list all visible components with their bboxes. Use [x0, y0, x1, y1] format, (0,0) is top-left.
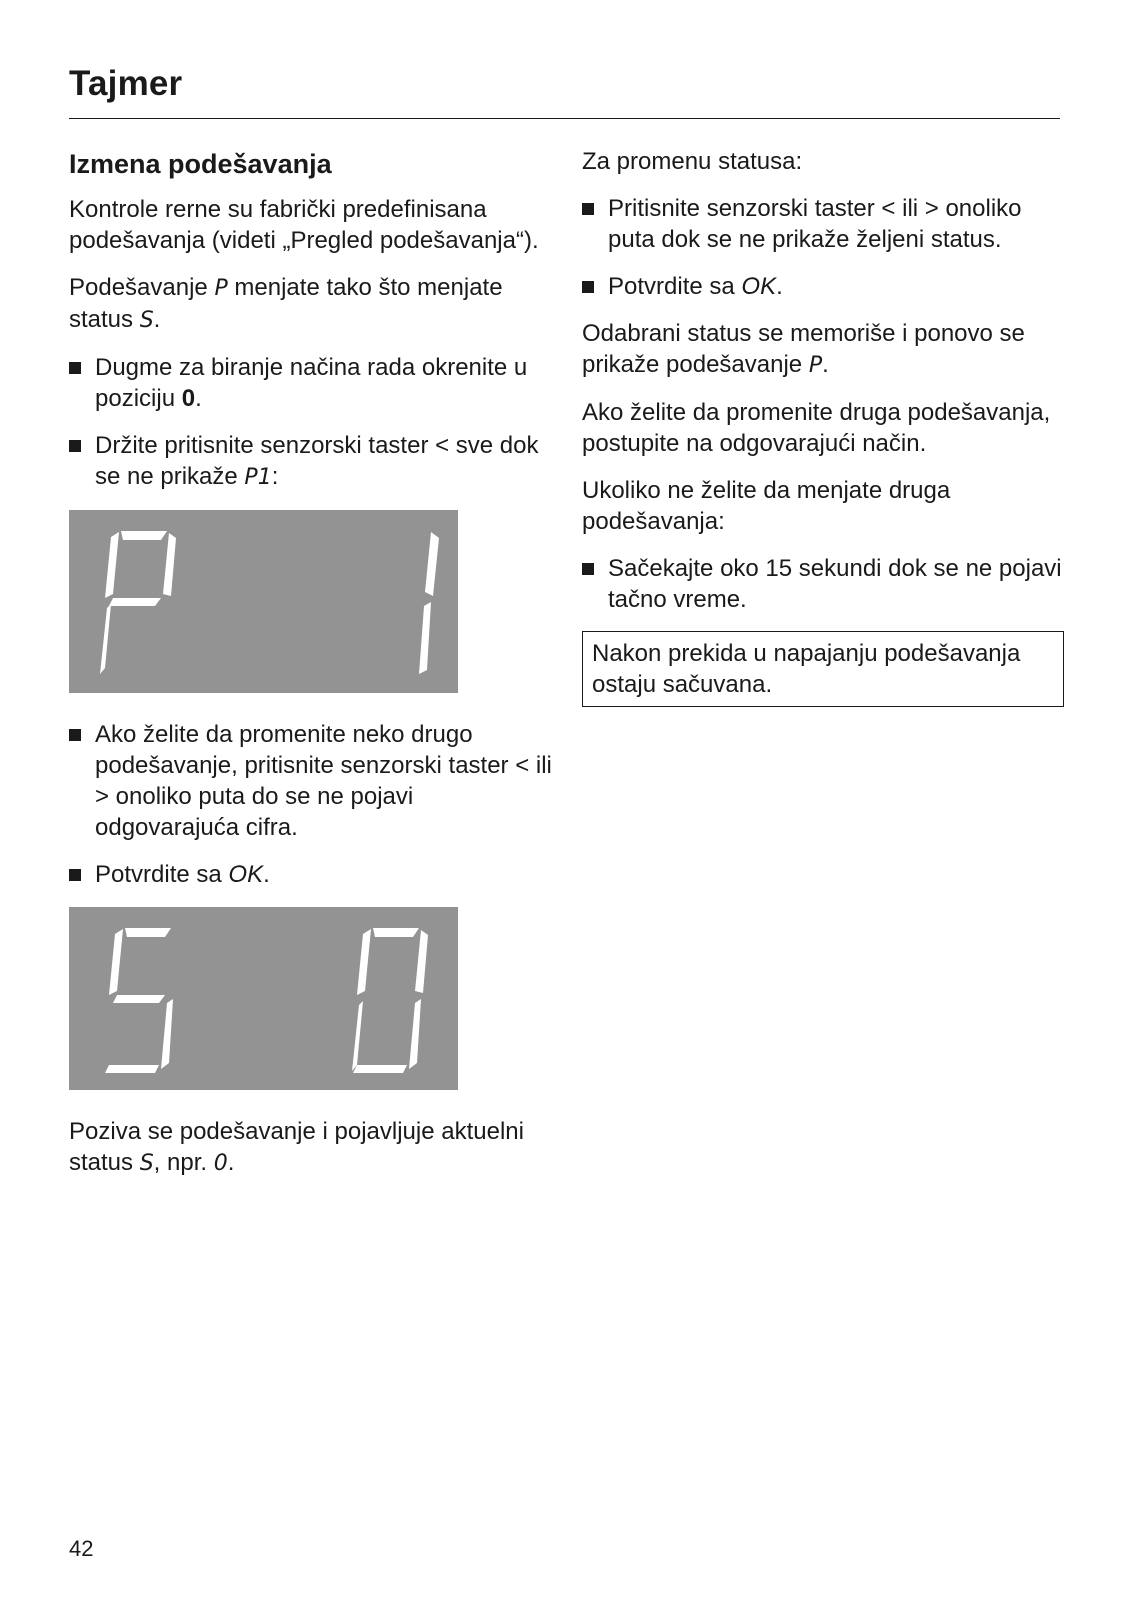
text: Držite pritisnite senzorski taster < sve dok se ne prikaže — [95, 432, 539, 490]
bullet-item — [582, 193, 1064, 255]
bullet-square-icon — [582, 203, 594, 215]
page-number: 42 — [69, 1536, 94, 1561]
bullet-square-icon — [69, 362, 81, 374]
header-divider — [69, 118, 1060, 119]
page-title: Tajmer — [69, 64, 183, 103]
bullet-square-icon — [582, 281, 594, 293]
segment-symbol: P — [808, 353, 823, 378]
status-intro: Za promenu statusa: — [582, 148, 803, 175]
left-column — [69, 146, 559, 1195]
bullet-item — [69, 430, 559, 493]
text: Pritisnite senzorski taster < ili > onoliko puta dok se ne prikaže željeni status. — [608, 195, 1022, 253]
segment-digit-p-icon — [99, 528, 179, 676]
text: . — [263, 861, 270, 888]
segment-digit-0-icon — [351, 925, 431, 1073]
segment-symbol: S — [139, 1151, 154, 1176]
bullet-item — [69, 859, 559, 890]
text: . — [227, 1149, 235, 1176]
no-change-paragraph: Ukoliko ne želite da menjate druga podešavanja: — [582, 477, 951, 535]
text: , npr. — [153, 1149, 214, 1176]
text: Ako želite da promenite neko drugo podešavanje, pritisnite senzorski taster < ili > onoliko puta do se ne pojavi odgovarajuća cifra. — [95, 721, 552, 841]
text: Dugme za biranje načina rada okrenite u poziciju — [95, 354, 528, 412]
bold-text: 0 — [181, 385, 196, 412]
text: Podešavanje — [69, 274, 215, 301]
segment-symbol: 0 — [213, 1151, 228, 1176]
segment-symbol: S — [139, 308, 154, 333]
text: . — [153, 306, 161, 333]
text: Potvrdite sa — [95, 861, 229, 888]
section-heading: Izmena podešavanja — [69, 149, 332, 179]
note-box: Nakon prekida u napajanju podešavanja ostaju sačuvana. — [582, 631, 1064, 707]
bullet-square-icon — [69, 440, 81, 452]
italic-text: OK — [741, 273, 777, 300]
intro-paragraph: Kontrole rerne su fabrički predefinisana podešavanja (videti „Pregled podešavanja“). — [69, 196, 539, 254]
text: . — [195, 385, 202, 412]
text: : — [271, 463, 279, 490]
segment-display-s0 — [69, 907, 458, 1090]
bullet-item — [69, 352, 559, 414]
bullet-item — [582, 553, 1064, 615]
closing-paragraph — [69, 1116, 559, 1179]
segment-digit-s-icon — [103, 925, 183, 1073]
segment-symbol: P — [214, 276, 228, 301]
setting-paragraph — [69, 272, 559, 336]
text: . — [822, 351, 829, 378]
segment-symbol: P1 — [244, 465, 272, 490]
text: Potvrdite sa — [608, 273, 742, 300]
segment-display-p1 — [69, 510, 458, 693]
right-column — [582, 146, 1064, 707]
bullet-square-icon — [69, 869, 81, 881]
italic-text: OK — [228, 861, 264, 888]
bullet-square-icon — [582, 563, 594, 575]
bullet-square-icon — [69, 729, 81, 741]
text: Poziva se podešavanje i pojavljuje aktuelni status — [69, 1118, 524, 1176]
text: . — [776, 273, 783, 300]
memorized-paragraph — [582, 318, 1064, 381]
text: Odabrani status se memoriše i ponovo se prikaže podešavanje — [582, 320, 1025, 378]
bullet-item — [69, 719, 559, 843]
text: menjate tako što menjate status — [69, 274, 503, 333]
segment-digit-1-icon — [369, 528, 449, 676]
text: Sačekajte oko 15 sekundi dok se ne pojavi tačno vreme. — [608, 555, 1062, 613]
bullet-item — [582, 271, 1064, 302]
other-settings-paragraph: Ako želite da promenite druga podešavanja, postupite na odgovarajući način. — [582, 399, 1051, 457]
